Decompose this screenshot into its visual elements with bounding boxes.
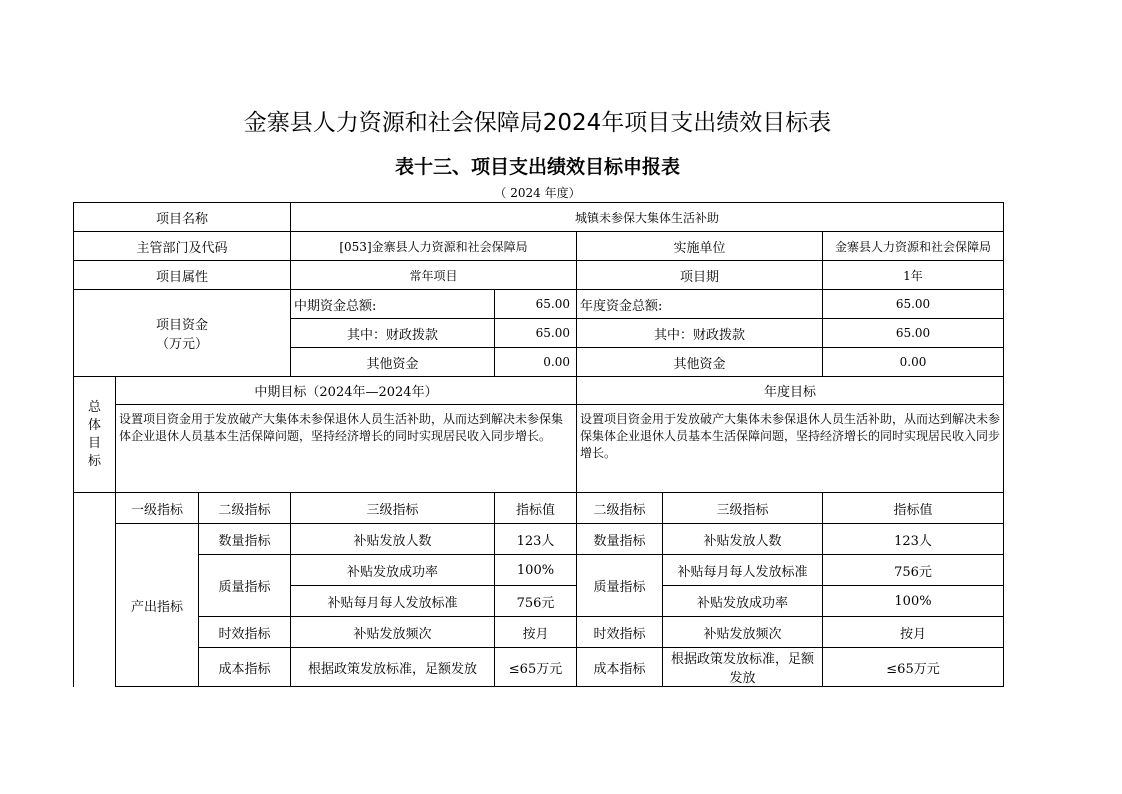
- quality-year-name-1: 补贴每月每人发放标准: [663, 555, 823, 586]
- department-label: 主管部门及代码: [74, 232, 291, 261]
- period-value: 1年: [823, 261, 1004, 290]
- header-level2: 二级指标: [199, 493, 291, 524]
- indicator-side-cell: [74, 493, 116, 687]
- mid-goal-text: 设置项目资金用于发放破产大集体未参保退休人员生活补助，从而达到解决未参保集体企业退休人员基本生活保障问题，坚持经济增长的同时实现居民收入同步增长。: [116, 405, 577, 493]
- timeliness-mid-value: 按月: [495, 617, 577, 648]
- mid-fiscal-label: 其中：财政拨款: [291, 319, 495, 348]
- mid-total-label: 中期资金总额:: [291, 290, 495, 319]
- cost-label: 成本指标: [199, 648, 291, 687]
- row-attribute: [74, 261, 1004, 290]
- year-line: （ 2024 年度）: [494, 186, 581, 200]
- year-fiscal-label: 其中：财政拨款: [577, 319, 823, 348]
- quantity-year-name: 补贴发放人数: [663, 524, 823, 555]
- timeliness-year-name: 补贴发放频次: [663, 617, 823, 648]
- cost-year-name: 根据政策发放标准，足额发放: [663, 648, 823, 687]
- department-value: [053]金寨县人力资源和社会保障局: [291, 232, 577, 261]
- attribute-value: 常年项目: [291, 261, 577, 290]
- cost-year-value: ≤65万元: [823, 648, 1004, 687]
- quality-mid-name-1: 补贴发放成功率: [291, 555, 495, 586]
- quality-year-label: 质量指标: [577, 555, 663, 617]
- project-name-label: 项目名称: [74, 203, 291, 232]
- performance-target-table: [73, 202, 1003, 686]
- funds-unit: （万元）: [155, 337, 208, 352]
- row-timeliness: [74, 617, 1004, 648]
- timeliness-label: 时效指标: [199, 617, 291, 648]
- quality-mid-value-2: 756元: [495, 586, 577, 617]
- year-total-value: 65.00: [823, 290, 1004, 319]
- row-funds-total: [74, 290, 1004, 319]
- row-goal-text: [74, 405, 1004, 493]
- row-cost: [74, 648, 1004, 687]
- timeliness-year-value: 按月: [823, 617, 1004, 648]
- cost-year-label: 成本指标: [577, 648, 663, 687]
- cost-mid-name: 根据政策发放标准，足额发放: [291, 648, 495, 687]
- mid-fiscal-value: 65.00: [495, 319, 577, 348]
- funds-label: 项目资金: [155, 318, 208, 333]
- quantity-year-value: 123人: [823, 524, 1004, 555]
- timeliness-year-label: 时效指标: [577, 617, 663, 648]
- year-total-label: 年度资金总额:: [577, 290, 823, 319]
- row-project-name: [74, 203, 1004, 232]
- page-title: 金寨县人力资源和社会保障局2024年项目支出绩效目标表: [243, 110, 832, 136]
- header-level3: 三级指标: [291, 493, 495, 524]
- project-name-value: 城镇未参保大集体生活补助: [291, 203, 1004, 232]
- row-goal-headers: [74, 377, 1004, 405]
- year-fiscal-value: 65.00: [823, 319, 1004, 348]
- funds-label-cell: [74, 290, 291, 377]
- quality-year-value-2: 100%: [823, 586, 1004, 617]
- form-subtitle: 表十三、项目支出绩效目标申报表: [394, 156, 680, 178]
- quality-mid-value-1: 100%: [495, 555, 577, 586]
- mid-other-value: 0.00: [495, 348, 577, 377]
- mid-other-label: 其他资金: [291, 348, 495, 377]
- implementer-label: 实施单位: [577, 232, 823, 261]
- row-department: [74, 232, 1004, 261]
- period-label: 项目期: [577, 261, 823, 290]
- row-quantity: [74, 524, 1004, 555]
- year-other-label: 其他资金: [577, 348, 823, 377]
- year-goal-header: 年度目标: [577, 377, 1004, 405]
- year-goal-text: 设置项目资金用于发放破产大集体未参保退休人员生活补助，从而达到解决未参保集体企业退休人员基本生活保障问题，坚持经济增长的同时实现居民收入同步增长。: [577, 405, 1004, 493]
- quantity-mid-name: 补贴发放人数: [291, 524, 495, 555]
- quantity-mid-value: 123人: [495, 524, 577, 555]
- mid-total-value: 65.00: [495, 290, 577, 319]
- overall-goal-side-label: 总 体 目 标: [74, 377, 116, 493]
- header-level3-year: 三级指标: [663, 493, 823, 524]
- header-level2-year: 二级指标: [577, 493, 663, 524]
- row-indicator-headers: [74, 493, 1004, 524]
- implementer-value: 金寨县人力资源和社会保障局: [823, 232, 1004, 261]
- quantity-label: 数量指标: [199, 524, 291, 555]
- header-value-year: 指标值: [823, 493, 1004, 524]
- timeliness-mid-name: 补贴发放频次: [291, 617, 495, 648]
- attribute-label: 项目属性: [74, 261, 291, 290]
- quality-year-value-1: 756元: [823, 555, 1004, 586]
- year-other-value: 0.00: [823, 348, 1004, 377]
- row-quality-1: [74, 555, 1004, 586]
- output-indicator-label: 产出指标: [116, 524, 199, 687]
- quality-mid-name-2: 补贴每月每人发放标准: [291, 586, 495, 617]
- mid-goal-header: 中期目标（2024年—2024年）: [116, 377, 577, 405]
- quantity-year-label: 数量指标: [577, 524, 663, 555]
- quality-label: 质量指标: [199, 555, 291, 617]
- quality-year-name-2: 补贴发放成功率: [663, 586, 823, 617]
- header-level1: 一级指标: [116, 493, 199, 524]
- header-value: 指标值: [495, 493, 577, 524]
- cost-mid-value: ≤65万元: [495, 648, 577, 687]
